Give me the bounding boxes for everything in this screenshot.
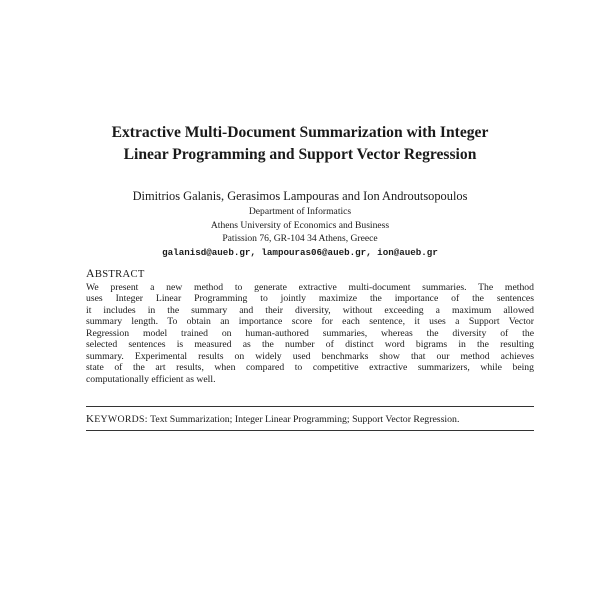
abstract-heading	[86, 266, 534, 282]
keywords-heading-initial: K	[86, 413, 95, 425]
author-list: Dimitrios Galanis, Gerasimos Lampouras and Ion Androutsopoulos	[132, 189, 468, 203]
affiliation-block	[40, 205, 560, 259]
paper-title	[40, 122, 560, 166]
abstract-line: Regression model trained on human-authored summaries, whereas the diversity of the	[86, 327, 534, 339]
department: Department of Informatics	[248, 206, 352, 217]
title-line-1: Extractive Multi-Document Summarization with Integer	[111, 124, 489, 141]
abstract-line: We present a new method to generate extractive multi-document summaries. The method	[86, 282, 534, 293]
abstract-heading-initial: A	[86, 266, 95, 280]
abstract-line: computationally efficient as well.	[86, 373, 216, 385]
address: Patission 76, GR-104 34 Athens, Greece	[222, 233, 378, 244]
keywords-heading-rest: EYWORDS:	[94, 414, 148, 425]
author-emails: galanisd@aueb.gr, lampouras06@aueb.gr, ion@aueb.gr	[162, 246, 438, 258]
title-line-2: Linear Programming and Support Vector Regression	[123, 146, 477, 163]
abstract-heading-rest: BSTRACT	[94, 269, 145, 280]
abstract-line: it includes in the summary and their diversity, without exceeding a maximum allowed	[86, 304, 534, 316]
keywords-top-rule	[86, 406, 534, 407]
abstract-line: summary. Experimental results on widely used benchmarks show that our method achieves	[86, 350, 534, 362]
abstract-line: selected sentences is measured as the number of distinct word bigrams in the resulting	[86, 339, 534, 351]
abstract-line: state of the art results, when compared to competitive extractive summarizers, while being	[86, 362, 534, 374]
keywords-heading	[86, 414, 148, 425]
university: Athens University of Economics and Business	[210, 219, 390, 231]
abstract-line: uses Integer Linear Programming to jointly maximize the importance of the sentences	[86, 293, 534, 305]
abstract-line: summary length. To obtain an importance score for each sentence, it uses a Support Vector	[86, 316, 534, 328]
abstract-section	[86, 266, 534, 385]
keywords-bottom-rule	[86, 430, 534, 431]
keywords-section	[86, 412, 534, 427]
keywords-text: Text Summarization; Integer Linear Programming; Support Vector Regression.	[150, 414, 460, 425]
